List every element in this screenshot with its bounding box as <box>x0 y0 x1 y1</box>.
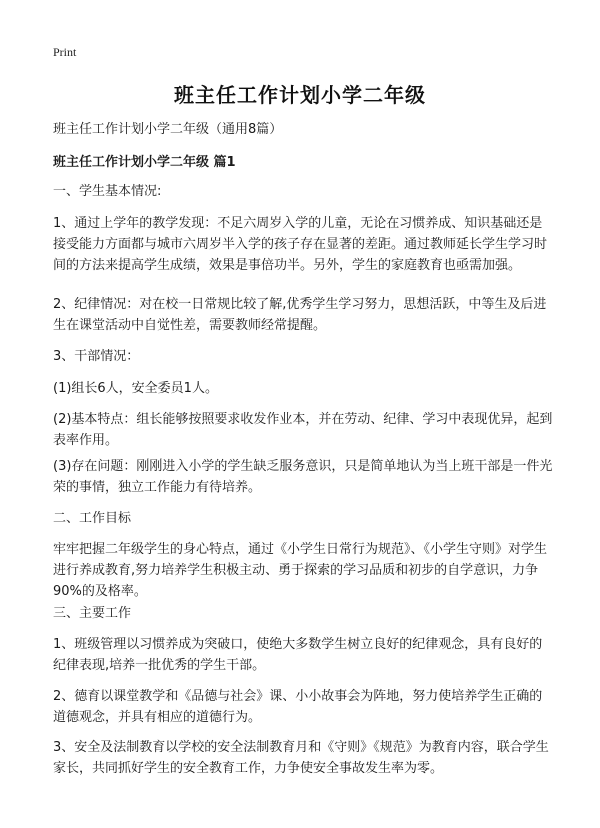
paragraph-basic-situation-1: 1、通过上学年的教学发现：不足六周岁入学的儿童，无论在习惯养成、知识基础还是接受能力方面都与城市六周岁半入学的孩子存在显著的差距。通过教师延长学生学习时间的方法来提高学生成绩，效果是事倍功半。另外，学生的家庭教育也亟需加强。 <box>53 216 548 273</box>
paragraph-cadre-heading: 3、干部情况： <box>53 349 140 364</box>
subtitle: 班主任工作计划小学二年级（通用8篇） <box>53 122 283 137</box>
paragraph-discipline: 2、纪律情况：对在校一日常规比较了解,优秀学生学习努力，思想活跃，中等生及后进生在课堂活动中自觉性差，需要教师经常提醒。 <box>53 297 547 333</box>
paragraph-main-work-2: 2、德育以课堂教学和《品德与社会》课、小小故事会为阵地，努力使培养学生正确的道德观念，并具有相应的道德行为。 <box>53 689 543 725</box>
paragraph-goals-heading: 二、工作目标 <box>53 511 132 526</box>
section-title: 班主任工作计划小学二年级 篇1 <box>53 155 236 170</box>
paragraph-main-work-1: 1、班级管理以习惯养成为突破口，使绝大多数学生树立良好的纪律观念，具有良好的纪律表现,培养一批优秀的学生干部。 <box>53 637 543 673</box>
paragraph-main-work-3: 3、安全及法制教育以学校的安全法制教育月和《守则》《规范》为教育内容，联合学生家长，共同抓好学生的安全教育工作，力争使安全事故发生率为零。 <box>53 740 549 776</box>
paragraph-cadre-count: (1)组长6人，安全委员1人。 <box>53 381 218 396</box>
page-title: 班主任工作计划小学二年级 <box>174 83 426 107</box>
print-label: Print <box>53 45 77 59</box>
paragraph-main-work-heading: 三、主要工作 <box>53 606 132 621</box>
paragraph-basic-situation-heading: 一、学生基本情况: <box>53 184 162 199</box>
paragraph-cadre-features: (2)基本特点：组长能够按照要求收发作业本，并在劳动、纪律、学习中表现优异，起到表率作用。 <box>53 412 553 448</box>
paragraph-goals: 牢牢把握二年级学生的身心特点，通过《小学生日常行为规范》、《小学生守则》对学生进行养成教育,努力培养学生积极主动、勇于探索的学习品质和初步的自学意识，力争90%的及格率。 <box>53 542 548 599</box>
paragraph-cadre-problems: (3)存在问题：刚刚进入小学的学生缺乏服务意识，只是简单地认为当上班干部是一件光荣的事情，独立工作能力有待培养。 <box>53 459 553 495</box>
